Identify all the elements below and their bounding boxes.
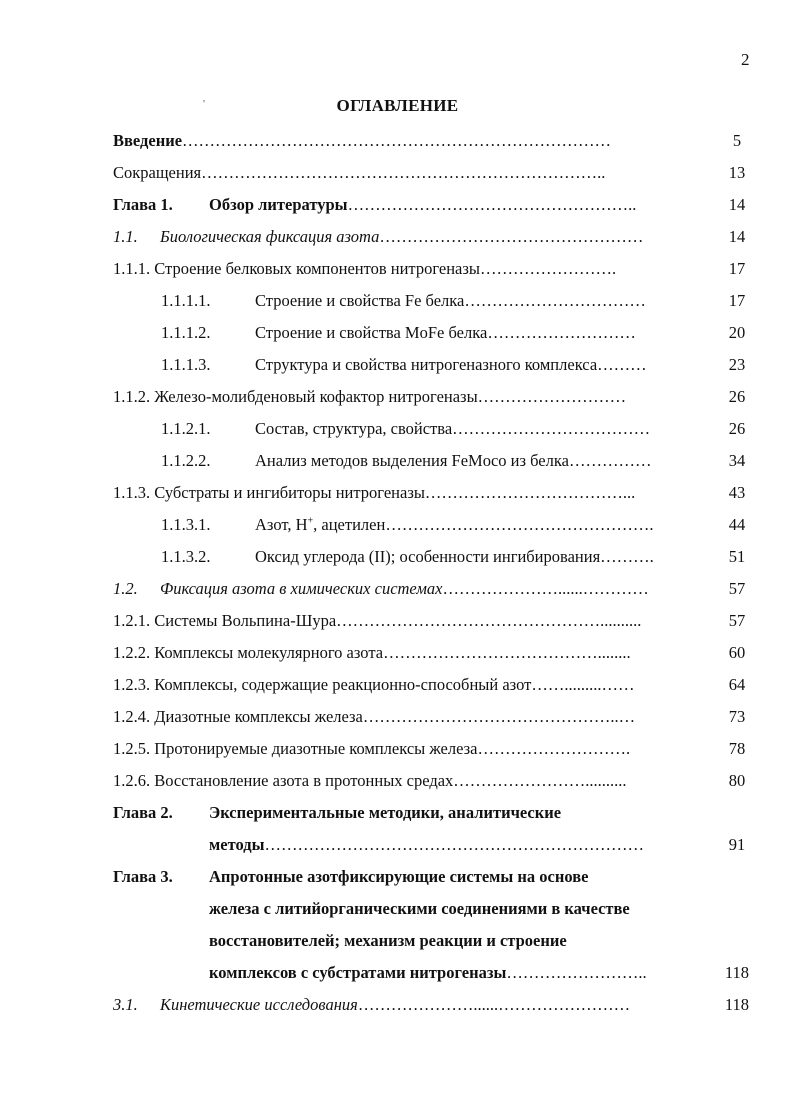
toc-page: 43 [728, 483, 746, 502]
toc-page: 80 [728, 771, 746, 790]
toc-page: 26 [728, 387, 746, 406]
toc-page: 78 [728, 739, 746, 758]
toc-number: Глава 3. [113, 867, 173, 886]
toc-page: 118 [724, 963, 750, 982]
toc-page: 17 [728, 291, 746, 310]
toc-entry-1-1-3-1[interactable] [113, 509, 758, 541]
toc-label-line-2: методы [209, 835, 265, 854]
toc-entry-1-2-4[interactable] [113, 701, 758, 733]
toc-label: 1.1.3. Субстраты и ингибиторы нитрогеназы [113, 483, 425, 502]
toc-number: 1.1.2.1. [161, 419, 211, 438]
toc-leader: ……………………………………………………………….. [201, 163, 606, 182]
toc-entry-chapter-2[interactable] [113, 797, 758, 829]
toc-label-line-2: железа с литийорганическими соединениями в качестве [209, 899, 630, 918]
toc-number: 1.1.3.1. [161, 515, 211, 534]
page-title: ОГЛАВЛЕНИЕ [336, 96, 459, 115]
toc-label: Строение и свойства MoFe белка [255, 323, 488, 342]
toc-label: Фиксация азота в химических системах [160, 579, 443, 598]
toc-leader: …………………….......... [453, 771, 627, 790]
table-of-contents [113, 125, 758, 1021]
toc-leader: …………………………………........ [383, 643, 631, 662]
toc-entry-1-2-1[interactable] [113, 605, 758, 637]
toc-leader: …………………......………… [442, 579, 649, 598]
toc-leader: ……………………… [477, 387, 627, 406]
scan-mark: ' [203, 98, 205, 110]
toc-page: 73 [728, 707, 746, 726]
page-number: 2 [741, 50, 750, 69]
toc-number: Глава 1. [113, 195, 173, 214]
toc-number: 1.1.1.2. [161, 323, 211, 342]
toc-label: Кинетические исследования [160, 995, 358, 1014]
toc-entry-1-1-1[interactable] [113, 253, 758, 285]
toc-label: 1.2.2. Комплексы молекулярного азота [113, 643, 384, 662]
toc-entry-chapter-3[interactable] [113, 861, 758, 893]
toc-page: 5 [732, 131, 742, 150]
toc-page: 64 [728, 675, 746, 694]
toc-page: 44 [728, 515, 746, 534]
toc-page: 57 [728, 611, 746, 630]
toc-leader: …………………………………………………………… [264, 835, 644, 854]
toc-leader: ……………………… [487, 323, 636, 342]
toc-entry-1-2-5[interactable] [113, 733, 758, 765]
toc-label-cont: , ацетилен [313, 515, 386, 534]
toc-entry-chapter-3-cont[interactable] [113, 957, 758, 989]
toc-entry-abbreviations[interactable] [113, 157, 758, 189]
toc-label: 1.1.1. Строение белковых компонентов нитрогеназы [113, 259, 480, 278]
toc-label: Структура и свойства нитрогеназного комплекса [255, 355, 598, 374]
toc-label: 1.2.3. Комплексы, содержащие реакционно-способный азот [113, 675, 532, 694]
toc-page: 14 [728, 227, 746, 246]
toc-number: 1.1.3.2. [161, 547, 211, 566]
toc-entry-1-1-1-1[interactable] [113, 285, 758, 317]
toc-label: Оксид углерода (II); особенности ингибирования [255, 547, 601, 566]
toc-label: 1.1.2. Железо-молибденовый кофактор нитрогеназы [113, 387, 478, 406]
toc-leader: ……………………. [479, 259, 617, 278]
toc-label: Обзор литературы [209, 195, 348, 214]
toc-label-line-1: Экспериментальные методики, аналитические [209, 803, 562, 822]
toc-leader: ………………………………………….......... [336, 611, 642, 630]
toc-number: 1.1.1.3. [161, 355, 211, 374]
toc-leader: …………… [568, 451, 652, 470]
toc-entry-1-1[interactable] [113, 221, 758, 253]
toc-label: 1.2.6. Восстановление азота в протонных средах [113, 771, 454, 790]
toc-entry-1-1-2-1[interactable] [113, 413, 758, 445]
toc-page: 57 [728, 579, 746, 598]
toc-label-line-1: Апротонные азотфиксирующие системы на основе [209, 867, 589, 886]
toc-entry-introduction[interactable] [113, 125, 758, 157]
toc-leader: …….........…… [531, 675, 635, 694]
toc-leader: …………………………………………….. [347, 195, 637, 214]
toc-label: Строение и свойства Fe белка [255, 291, 465, 310]
superscript-plus: + [307, 515, 314, 527]
toc-label: Состав, структура, свойства [255, 419, 453, 438]
toc-leader: …………………………………………………………………… [182, 131, 612, 150]
toc-leader: ………. [600, 547, 654, 566]
toc-leader: ……………………………… [452, 419, 651, 438]
toc-entry-chapter-3-cont [113, 893, 758, 925]
toc-entry-1-2-6[interactable] [113, 765, 758, 797]
toc-label: Введение [113, 131, 183, 150]
toc-entry-chapter-3-cont [113, 925, 758, 957]
toc-entry-chapter-1[interactable] [113, 189, 758, 221]
toc-number: 1.1.2.2. [161, 451, 211, 470]
toc-entry-1-1-3[interactable] [113, 477, 758, 509]
toc-page: 13 [728, 163, 746, 182]
toc-leader: ………………………………... [424, 483, 636, 502]
toc-label: Азот, H [255, 515, 308, 534]
toc-entry-1-1-3-2[interactable] [113, 541, 758, 573]
toc-number: 1.1. [113, 227, 138, 246]
toc-leader: …………………………… [464, 291, 646, 310]
toc-number: 1.2. [113, 579, 138, 598]
toc-leader: ………………………. [477, 739, 631, 758]
toc-label: 1.2.5. Протонируемые диазотные комплексы железа [113, 739, 478, 758]
toc-page: 118 [724, 995, 750, 1014]
toc-label: Сокращения [113, 163, 202, 182]
toc-page: 51 [728, 547, 746, 566]
toc-number: 3.1. [113, 995, 138, 1014]
toc-leader: ………………………………………..… [362, 707, 636, 726]
toc-entry-1-2-3[interactable] [113, 669, 758, 701]
toc-entry-3-1[interactable] [113, 989, 758, 1021]
toc-entry-1-1-1-2[interactable] [113, 317, 758, 349]
toc-number: 1.1.1.1. [161, 291, 211, 310]
toc-leader: ………………………………………… [379, 227, 644, 246]
toc-label-line-4: комплексов с субстратами нитрогеназы [209, 963, 507, 982]
toc-label-line-3: восстановителей; механизм реакции и строение [209, 931, 567, 950]
toc-page: 91 [728, 835, 746, 854]
toc-entry-chapter-2-cont[interactable] [113, 829, 758, 861]
toc-number: Глава 2. [113, 803, 173, 822]
toc-label: Анализ методов выделения FeMoco из белка [255, 451, 569, 470]
toc-entry-1-1-2-2[interactable] [113, 445, 758, 477]
toc-page: 34 [728, 451, 746, 470]
toc-entry-1-1-2[interactable] [113, 381, 758, 413]
toc-page: 20 [728, 323, 746, 342]
toc-leader: …………………….. [506, 963, 647, 982]
toc-entry-1-1-1-3[interactable] [113, 349, 758, 381]
toc-entry-1-2[interactable] [113, 573, 758, 605]
toc-label: 1.2.1. Системы Вольпина-Шура [113, 611, 337, 630]
toc-page: 23 [728, 355, 746, 374]
toc-label: 1.2.4. Диазотные комплексы железа [113, 707, 363, 726]
toc-leader: ……… [597, 355, 647, 374]
toc-label: Биологическая фиксация азота [160, 227, 380, 246]
toc-leader: …………………………………………. [385, 515, 654, 534]
toc-page: 17 [728, 259, 746, 278]
toc-leader: …………………......…………………… [357, 995, 631, 1014]
toc-entry-1-2-2[interactable] [113, 637, 758, 669]
toc-page: 26 [728, 419, 746, 438]
toc-page: 60 [728, 643, 746, 662]
toc-page: 14 [728, 195, 746, 214]
